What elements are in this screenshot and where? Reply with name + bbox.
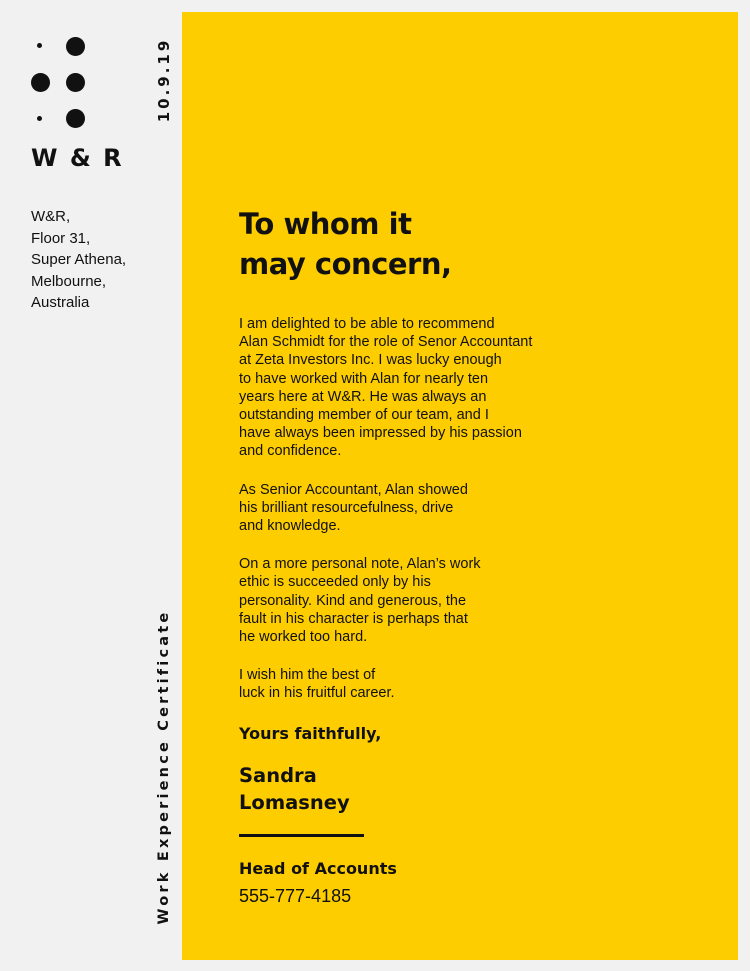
paragraph-line: years here at W&R. He was always an <box>239 388 487 405</box>
address-line: Super Athena, <box>31 251 127 268</box>
paragraph-line: and knowledge. <box>239 518 341 535</box>
logo-mark <box>30 36 90 130</box>
document-title: Work Experience Certificate <box>156 609 172 925</box>
paragraph-line: to have worked with Alan for nearly ten <box>239 370 489 387</box>
logo-dot <box>37 43 42 48</box>
signer-name <box>239 762 350 816</box>
signer-role: Head of Accounts <box>239 859 397 878</box>
address-line: Melbourne, <box>31 272 107 290</box>
paragraph-line: his brilliant resourcefulness, drive <box>239 499 454 516</box>
paragraph <box>239 481 599 536</box>
logo-dot <box>66 109 85 128</box>
paragraph-line: Alan Schmidt for the role of Senor Accountant <box>239 334 533 351</box>
letter-panel <box>182 12 738 960</box>
paragraph-line: he worked too hard. <box>239 629 368 646</box>
salutation-heading <box>239 204 579 284</box>
paragraph-line: ethic is succeeded only by his <box>239 574 431 591</box>
paragraph-line: I wish him the best of <box>239 667 376 684</box>
phone-number: 555-777-4185 <box>239 886 352 906</box>
signature-line <box>239 834 364 837</box>
paragraph-line: On a more personal note, Alan’s work <box>239 556 481 573</box>
paragraph <box>239 666 599 702</box>
paragraph-line: outstanding member of our team, and I <box>239 407 489 424</box>
paragraph-line: and confidence. <box>239 443 342 460</box>
address-line: Australia <box>31 294 90 311</box>
address-line: Floor 31, <box>31 229 91 247</box>
paragraph-line: at Zeta Investors Inc. I was lucky enough <box>239 352 502 369</box>
paragraph-line: personality. Kind and generous, the <box>239 592 467 609</box>
paragraph-line: I am delighted to be able to recommend <box>239 316 495 332</box>
paragraph <box>239 315 599 461</box>
paragraph-line: have always been impressed by his passion <box>239 425 522 442</box>
logo-dot <box>37 116 42 121</box>
logo-dot <box>31 73 50 92</box>
paragraph-line: As Senior Accountant, Alan showed <box>239 481 468 498</box>
closing-line: Yours faithfully, <box>239 724 382 743</box>
logo-dot <box>66 73 85 92</box>
signer-name-line: Lomasney <box>239 791 350 814</box>
heading-line: may concern, <box>239 247 452 281</box>
logo-dot <box>66 37 85 56</box>
letter-date: 10.9.19 <box>155 37 173 123</box>
address-line: W&R, <box>31 208 71 225</box>
signer-name-line: Sandra <box>239 764 317 787</box>
logo-text: W & R <box>31 144 124 172</box>
paragraph-line: fault in his character is perhaps that <box>239 610 468 627</box>
paragraph <box>239 555 599 646</box>
paragraph-line: luck in his fruitful career. <box>239 685 395 702</box>
company-address <box>31 206 171 314</box>
letter-body <box>239 315 599 723</box>
heading-line: To whom it <box>239 207 412 241</box>
